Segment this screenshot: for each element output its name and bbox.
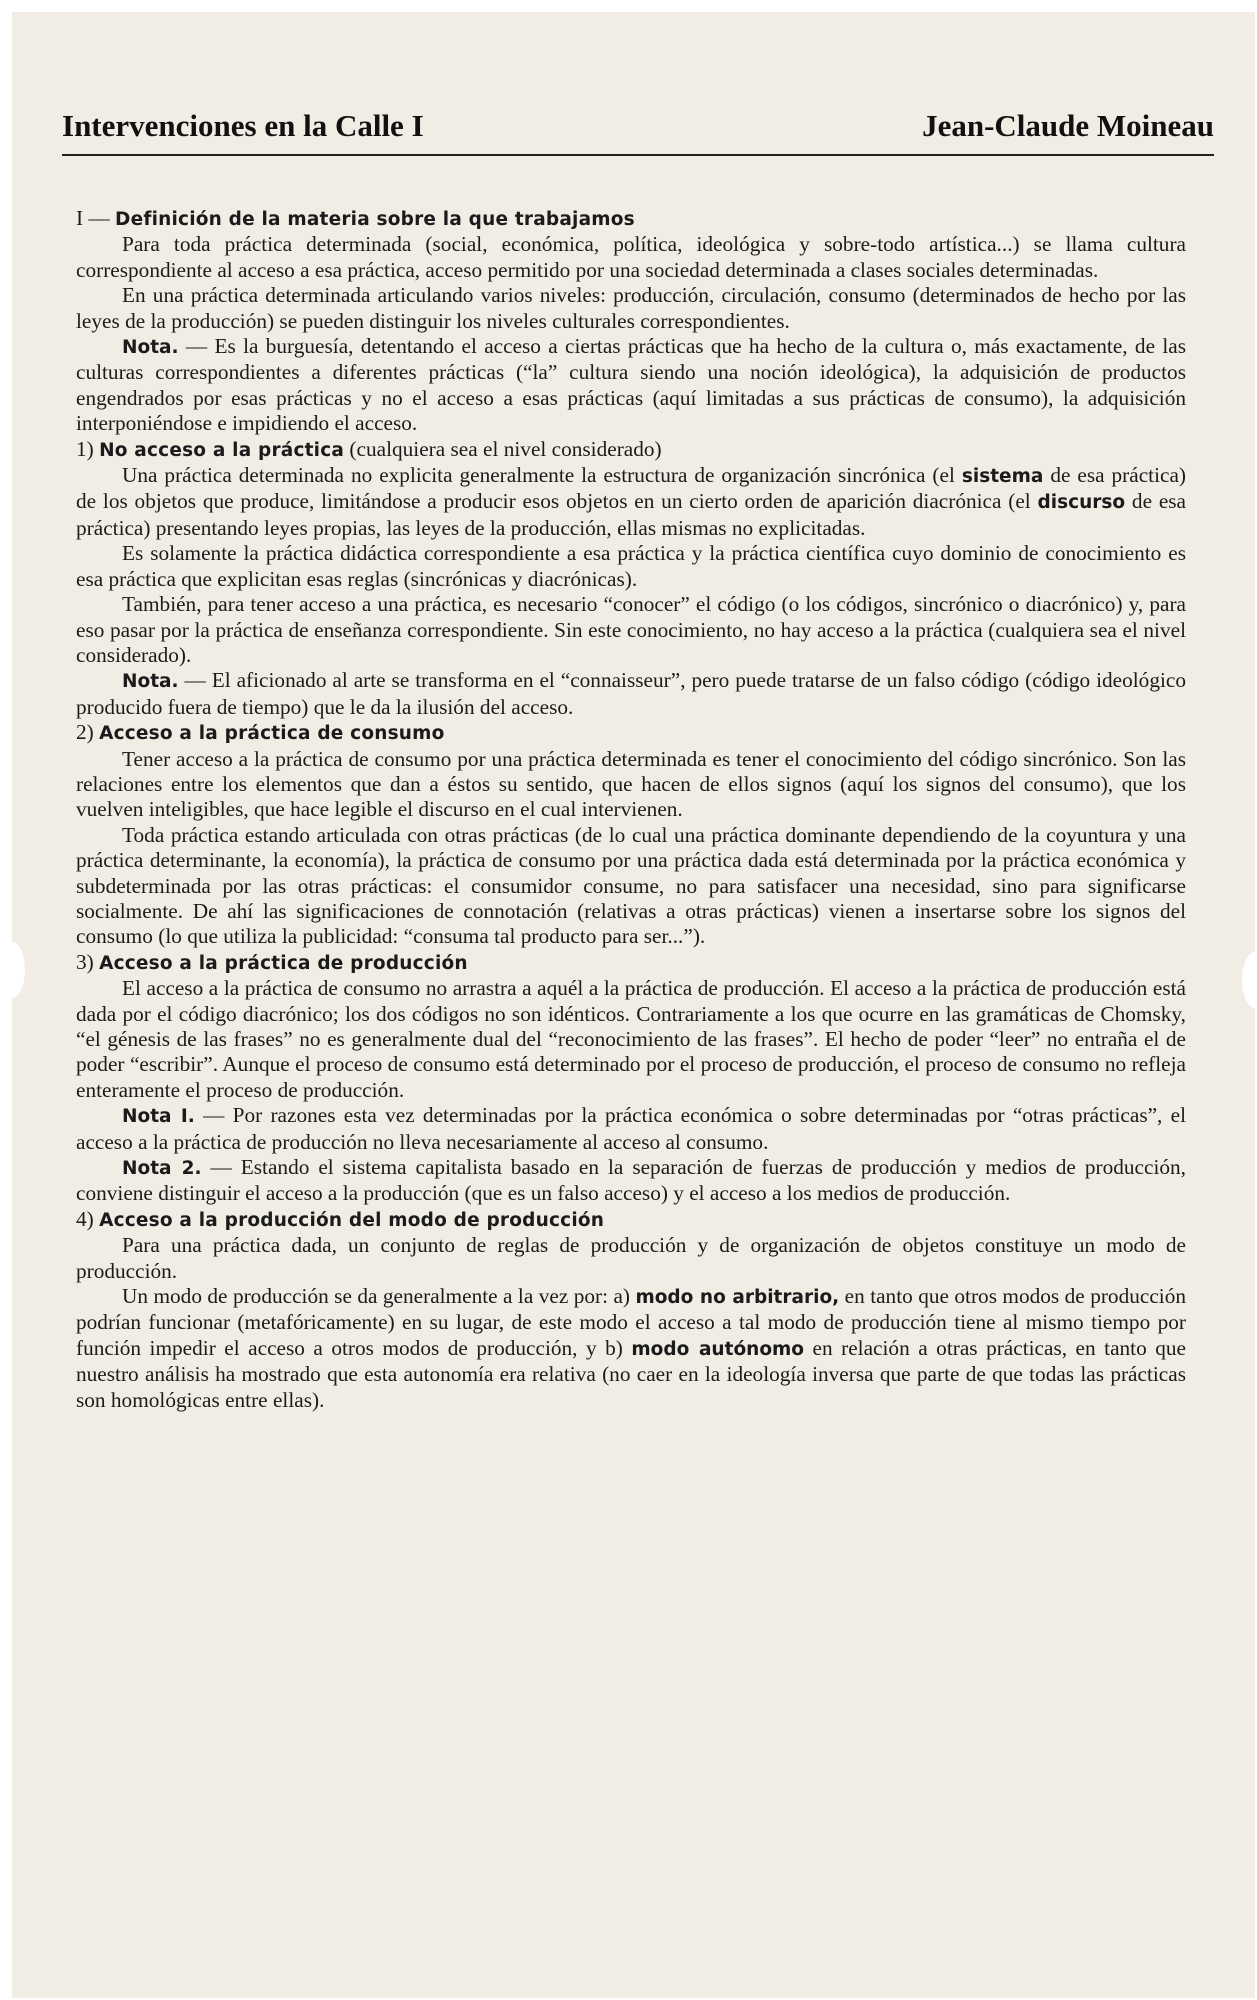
paragraph: Es solamente la práctica didáctica correspondiente a esa práctica y la práctica científica cuyo dominio de conocimiento es esa práctica que explicitan esas reglas (sincrónicas y diacrónicas). xyxy=(76,541,1186,591)
text-run: en tanto que otros modos de producción podrían funcionar (metafóricamente) en su lugar, de este modo el acceso a tal modo de producción tiene al mismo tiempo por función impedir el acceso a otros modos de producción, y b) xyxy=(76,1284,1186,1360)
paragraph: Toda práctica estando articulada con otras prácticas (de lo cual una práctica dominante dependiendo de la coyuntura y una práctica determinante, la economía), la práctica de consumo por una práctica dada está determinada por la práctica económica y subdeterminada por las otras prácticas: el consumidor consume, no para satisfacer una necesidad, sino para significarse socialmente. De ahí las significaciones de connotación (relativas a otras prácticas) vienen a insertarse sobre los signos del consumo (lo que utiliza la publicidad: “consuma tal producto para ser...”). xyxy=(76,822,1186,949)
paragraph: El acceso a la práctica de consumo no arrastra a aquél a la práctica de producción. El acceso a la práctica de producción está dada por el código diacrónico; los dos códigos no son idénticos. Contrariamente a los que ocurre en las gramáticas de Chomsky, “el génesis de las frases” no es generalmente dual del “reconocimiento de las frases”. El hecho de poder “leer” no entraña el de poder “escribir”. Aunque el proceso de consumo está determinado por el proceso de producción, el proceso de consumo no refleja enteramente el proceso de producción. xyxy=(76,976,1186,1102)
section-heading xyxy=(76,950,1186,976)
header-title: Intervenciones en la Calle I xyxy=(62,108,424,143)
section-title: Definición de la materia sobre la que trabajamos xyxy=(115,209,635,230)
note-paragraph xyxy=(76,1103,1186,1155)
term-discurso: discurso xyxy=(1037,492,1126,514)
paragraph: Para una práctica dada, un conjunto de reglas de producción y de organización de objetos constituye un modo de producción. xyxy=(76,1233,1186,1283)
section-heading xyxy=(76,437,1186,463)
term-sistema: sistema xyxy=(961,466,1044,488)
text-run: Un modo de producción se da generalmente a la vez por: a) xyxy=(122,1284,630,1309)
text-run: en relación a otras prácticas, en tanto que nuestro análisis ha mostrado que esta autonomía era relativa (no caer en la ideología inversa que parte de que todas las prácticas son homológicas entre ellas). xyxy=(76,1335,1186,1412)
note-paragraph xyxy=(76,668,1186,720)
section-title: Acceso a la práctica de producción xyxy=(99,952,468,974)
section-heading xyxy=(76,1207,1186,1233)
section-title-rest: (cualquiera sea el nivel considerado) xyxy=(349,436,662,461)
note-text: — Por razones esta vez determinadas por la práctica económica o sobre determinadas por “otras prácticas”, el acceso a la práctica de producción no lleva necesariamente al acceso al consumo. xyxy=(76,1103,1187,1154)
text-run: Una práctica determinada no explicita generalmente la estructura de organización sincrónica (el xyxy=(122,463,955,488)
section-title: Acceso a la práctica de consumo xyxy=(99,723,445,745)
note-label: Nota I. xyxy=(122,1106,195,1128)
page-edge-notch xyxy=(0,942,25,998)
note-paragraph xyxy=(76,334,1186,437)
note-text: — Es la burguesía, detentando el acceso a ciertas prácticas que ha hecho de la cultura o, más exactamente, de las culturas correspondientes a diferentes prácticas (“la” cultura siendo una noción ideológica), la adquisición de productos engendrados por esas prácticas y no el acceso a esas prácticas (aquí limitadas a sus prácticas de consumo), la adquisición interponiéndose e impidiendo el acceso. xyxy=(76,334,1186,436)
text-run: de esa práctica) presentando leyes propias, las leyes de la producción, ellas mismas no explicitadas. xyxy=(76,489,1187,540)
section-number: 2) xyxy=(76,720,94,745)
section-heading xyxy=(76,206,1186,232)
article-body xyxy=(76,206,1186,1413)
paragraph xyxy=(76,1284,1186,1413)
section-number: 1) xyxy=(76,436,94,461)
text-run: de esa práctica) de los objetos que produce, limitándose a producir esos objetos en un cierto orden de aparición diacrónica (el xyxy=(76,463,1186,514)
section-heading xyxy=(76,720,1186,746)
note-label: Nota 2. xyxy=(122,1158,202,1180)
note-text: — El aficionado al arte se transforma en el “connaisseur”, pero puede tratarse de un falso código (código ideológico producido fuera de tiempo) que le da la ilusión del acceso. xyxy=(76,668,1186,719)
note-label: Nota. xyxy=(122,337,179,359)
term-modo-autonomo: modo autónomo xyxy=(631,1338,805,1360)
note-text: — Estando el sistema capitalista basado en la separación de fuerzas de producción y medios de producción, conviene distinguir el acceso a la producción (que es un falso acceso) y el acceso a los medios de producción. xyxy=(76,1155,1186,1206)
section-number: I — xyxy=(76,206,110,230)
section-number: 4) xyxy=(76,1206,94,1231)
page-edge-notch xyxy=(1242,952,1257,1008)
section-title: No acceso a la práctica xyxy=(99,439,345,461)
paragraph xyxy=(76,463,1186,541)
paragraph: Para toda práctica determinada (social, económica, política, ideológica y sobre-todo artística...) se llama cultura correspondiente al acceso a esa práctica, acceso permitido por una sociedad determinada a clases sociales determinadas. xyxy=(76,232,1186,282)
paper-page xyxy=(12,12,1255,1998)
note-label: Nota. xyxy=(122,671,179,693)
paragraph: Tener acceso a la práctica de consumo por una práctica determinada es tener el conocimiento del código sincrónico. Son las relaciones entre los elementos que dan a éstos su sentido, que hacen de ellos signos (aquí los signos del consumo), que los vuelven inteligibles, que hace legible el discurso en el cual intervienen. xyxy=(76,746,1186,822)
note-paragraph xyxy=(76,1155,1186,1207)
header-author: Jean-Claude Moineau xyxy=(922,108,1214,143)
term-modo-no-arbitrario: modo no arbitrario, xyxy=(635,1287,840,1309)
section-number: 3) xyxy=(76,949,94,974)
paragraph: También, para tener acceso a una práctica, es necesario “conocer” el código (o los códigos, sincrónico o diacrónico) y, para eso pasar por la práctica de enseñanza correspondiente. Sin este conocimiento, no hay acceso a la práctica (cualquiera sea el nivel considerado). xyxy=(76,592,1186,667)
paragraph: En una práctica determinada articulando varios niveles: producción, circulación, consumo (determinados de hecho por las leyes de la producción) se pueden distinguir los niveles culturales correspondientes. xyxy=(76,283,1186,333)
running-header xyxy=(62,108,1214,156)
section-title: Acceso a la producción del modo de producción xyxy=(99,1209,605,1231)
